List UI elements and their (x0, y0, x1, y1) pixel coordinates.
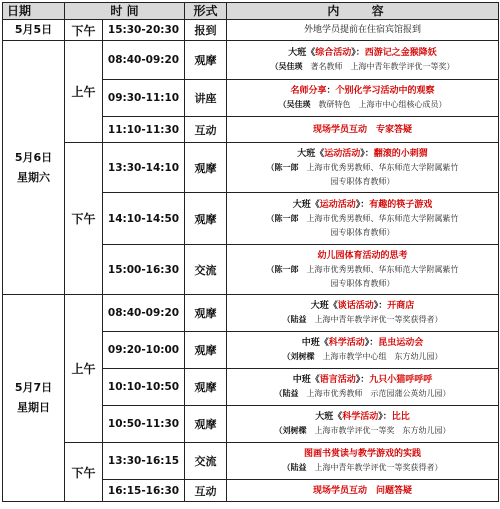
form-cell: 观摩 (185, 41, 227, 80)
form-cell: 互动 (185, 117, 227, 143)
form-cell: 观摩 (185, 143, 227, 193)
class-prefix: 中班《 (301, 338, 329, 348)
date-label: 5月7日 (14, 381, 53, 394)
speaker-name: （陈一郎 (266, 213, 299, 223)
header-content: 内 容 (227, 3, 499, 20)
title-separator: 》： (355, 199, 370, 210)
content-cell (227, 295, 499, 332)
time-cell: 16:15-16:30 (103, 480, 185, 502)
form-cell: 观摩 (185, 295, 227, 332)
time-cell: 11:10-11:30 (103, 117, 185, 143)
speaker-line (227, 313, 498, 327)
speaker-line (227, 461, 498, 475)
speaker-line (227, 263, 498, 277)
time-cell: 08:40-09:20 (103, 295, 185, 332)
speaker-name: （刘树樑 (274, 426, 307, 435)
activity-theme: 语言活动 (319, 375, 356, 385)
activity-title (227, 336, 498, 350)
content-cell (227, 406, 499, 443)
speaker-line (227, 424, 498, 438)
period-cell: 上午 (65, 295, 103, 443)
header-form: 形式 (185, 3, 227, 20)
speaker-info-cont: 园专职体育教师） (330, 227, 395, 237)
speaker-line (227, 98, 498, 112)
title-separator: 》： (351, 48, 365, 58)
table-row (3, 20, 499, 41)
content-text: 外地学员提前在住宿宾馆报到 (303, 25, 421, 35)
activity-title (227, 84, 498, 98)
speaker-info: 上海市教学评优一等奖 东方幼儿园） (314, 426, 451, 435)
activity-theme: 运动活动 (324, 148, 361, 159)
time-cell: 09:20-10:00 (103, 332, 185, 369)
class-prefix: 大班《 (310, 301, 338, 311)
speaker-info-cont: 园专职体育教师） (330, 176, 395, 186)
time-cell: 15:30-20:30 (103, 20, 185, 41)
speaker-info: 著名教师 上海中青年教学评优一等奖） (310, 62, 455, 71)
activity-title (227, 373, 498, 387)
content-cell (227, 193, 499, 245)
activity-name: 翻滚的小刺猬 (373, 148, 428, 159)
content-cell (227, 480, 499, 502)
title-separator: 》： (378, 412, 392, 422)
activity-name: 现场学员互动 问题答疑 (312, 485, 412, 496)
speaker-info: 上海市优秀男教师、华东师范大学附属紫竹 (306, 264, 459, 274)
date-cell (3, 20, 65, 41)
date-label: 5月5日 (14, 23, 53, 36)
activity-title (227, 198, 498, 212)
activity-theme: 综合活动 (315, 48, 352, 58)
activity-theme: 名师分享 (290, 86, 327, 96)
activity-theme: 科学活动 (328, 338, 365, 348)
activity-title (227, 46, 498, 60)
content-cell (227, 245, 499, 295)
class-prefix: 大班《 (292, 199, 320, 210)
content-cell (227, 80, 499, 117)
form-cell: 观摩 (185, 332, 227, 369)
title-separator: ： (326, 86, 336, 96)
weekday-label: 星期六 (17, 170, 50, 184)
header-date: 日期 (3, 3, 65, 20)
header-time: 时 间 (65, 3, 185, 20)
activity-name: 昆虫运动会 (378, 338, 424, 348)
activity-name: 开商店 (387, 301, 415, 311)
table-row (3, 295, 499, 332)
speaker-name: （刘树樑 (282, 352, 315, 361)
speaker-line (227, 212, 498, 226)
speaker-name: （陈一郎 (266, 264, 299, 274)
activity-name: 西游记之金猴降妖 (364, 48, 437, 58)
form-cell: 报到 (185, 20, 227, 41)
speaker-info: 上海中青年教学评优一等奖获得者） (314, 315, 443, 324)
class-prefix: 中班《 (292, 375, 320, 385)
title-separator: 》： (364, 338, 379, 348)
period-cell: 下午 (65, 143, 103, 295)
speaker-name: （陆益 (282, 315, 307, 324)
form-cell: 交流 (185, 245, 227, 295)
activity-name: 个别化学习活动中的观察 (335, 86, 435, 96)
table-row (3, 41, 499, 80)
speaker-name: （陈一郎 (266, 162, 299, 172)
speaker-name: （吴佳瑛 (278, 100, 311, 109)
form-cell: 观摩 (185, 406, 227, 443)
activity-name: 有趣的筷子游戏 (369, 199, 433, 210)
activity-name: 现场学员互动 专家答疑 (312, 124, 412, 135)
speaker-info: 上海市优秀教师 示范园蒲公英幼儿园） (306, 389, 451, 398)
activity-title (227, 147, 498, 161)
period-cell: 下午 (65, 20, 103, 41)
time-cell: 14:10-14:50 (103, 193, 185, 245)
activity-name: 比比 (391, 412, 410, 422)
content-cell (227, 117, 499, 143)
activity-name: 九只小猫呼呼呼 (369, 375, 433, 385)
content-cell (227, 369, 499, 406)
activity-name: 图画书赏读与教学游戏的实践 (303, 449, 421, 459)
class-prefix: 大班《 (288, 48, 316, 58)
table-row (3, 443, 499, 480)
content-cell (227, 41, 499, 80)
form-cell: 互动 (185, 480, 227, 502)
content-cell (227, 332, 499, 369)
speaker-info: 上海市教学中心组 东方幼儿园） (322, 352, 443, 361)
time-cell: 10:50-11:30 (103, 406, 185, 443)
date-cell (3, 41, 65, 295)
time-cell: 10:10-10:50 (103, 369, 185, 406)
speaker-info-cont: 园专职体育教师） (330, 278, 395, 288)
speaker-info: 上海市优秀男教师、华东师范大学附属紫竹 (306, 162, 459, 172)
speaker-name: （陆益 (274, 389, 299, 398)
time-cell: 13:30-16:15 (103, 443, 185, 480)
speaker-line (227, 387, 498, 401)
time-cell: 09:30-11:10 (103, 80, 185, 117)
speaker-line (227, 60, 498, 74)
form-cell: 讲座 (185, 80, 227, 117)
speaker-line (227, 350, 498, 364)
speaker-info: 上海中青年教学评优一等奖获得者） (314, 463, 443, 472)
speaker-info: 上海市优秀男教师、华东师范大学附属紫竹 (306, 213, 459, 223)
table-row (3, 143, 499, 193)
time-cell: 13:30-14:10 (103, 143, 185, 193)
time-cell: 08:40-09:20 (103, 41, 185, 80)
title-separator: 》： (355, 375, 370, 385)
weekday-label: 星期日 (17, 401, 50, 414)
period-cell: 下午 (65, 443, 103, 502)
form-cell: 观摩 (185, 369, 227, 406)
date-label: 5月6日 (14, 150, 53, 164)
form-cell: 交流 (185, 443, 227, 480)
speaker-name: （陆益 (282, 463, 307, 472)
form-cell: 观摩 (185, 193, 227, 245)
time-cell: 15:00-16:30 (103, 245, 185, 295)
class-prefix: 大班《 (315, 412, 343, 422)
speaker-line (227, 161, 498, 175)
activity-theme: 科学活动 (342, 412, 379, 422)
title-separator: 》： (373, 301, 388, 311)
content-cell (227, 20, 499, 41)
activity-name: 幼儿园体育活动的思考 (317, 250, 408, 261)
activity-theme: 谈话活动 (337, 301, 374, 311)
speaker-info: 教研特色 上海市中心组核心成员） (318, 100, 447, 109)
activity-theme: 运动活动 (319, 199, 356, 210)
activity-title (227, 410, 498, 424)
class-prefix: 大班《 (297, 148, 325, 159)
date-cell (3, 295, 65, 502)
activity-title (227, 299, 498, 313)
content-cell (227, 143, 499, 193)
period-cell: 上午 (65, 41, 103, 143)
header-row (3, 3, 499, 20)
schedule-table (2, 2, 499, 502)
title-separator: 》： (360, 148, 374, 159)
speaker-name: （吴佳瑛 (270, 62, 303, 71)
content-cell (227, 443, 499, 480)
